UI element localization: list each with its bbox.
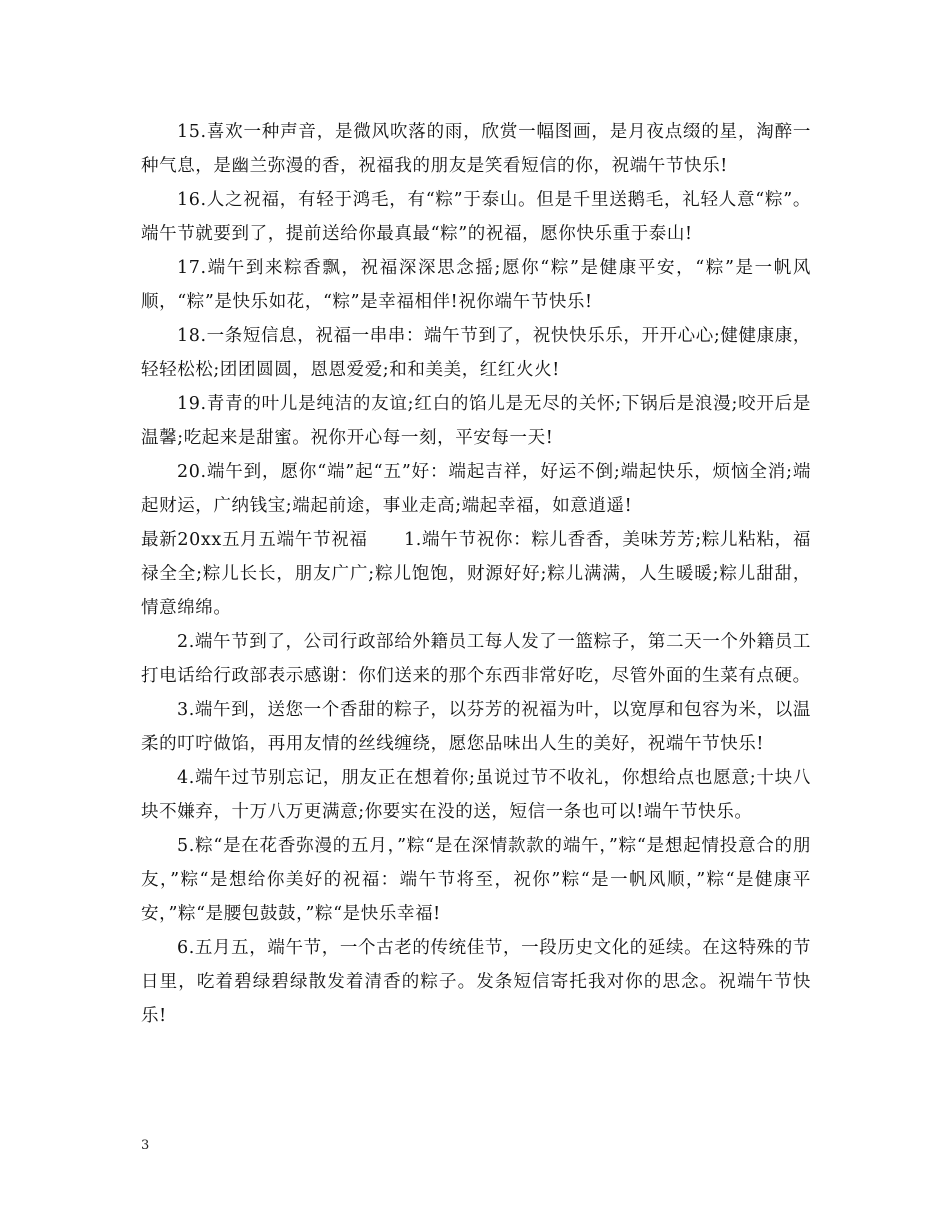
- paragraph-19: 19.青青的叶儿是纯洁的友谊;红白的馅儿是无尽的关怀;下锅后是浪漫;咬开后是温馨;吃起来是甜蜜。祝你开心每一刻，平安每一天!: [141, 394, 811, 448]
- document-body: [141, 115, 811, 1033]
- paragraph-4: 4.端午过节别忘记，朋友正在想着你;虽说过节不收礼，你想给点也愿意;十块八块不嫌弃，十万八万更满意;你要实在没的送，短信一条也可以!端午节快乐。: [141, 768, 811, 822]
- paragraph-3: 3.端午到，送您一个香甜的粽子，以芬芳的祝福为叶，以宽厚和包容为米，以温柔的叮咛做馅，再用友情的丝线缠绕，愿您品味出人生的美好，祝端午节快乐!: [141, 700, 811, 754]
- paragraph-2: 2.端午节到了，公司行政部给外籍员工每人发了一篮粽子，第二天一个外籍员工打电话给行政部表示感谢：你们送来的那个东西非常好吃，尽管外面的生菜有点硬。: [141, 632, 811, 686]
- paragraph-15: 15.喜欢一种声音，是微风吹落的雨，欣赏一幅图画，是月夜点缀的星，淘醉一种气息，是幽兰弥漫的香，祝福我的朋友是笑看短信的你，祝端午节快乐!: [141, 122, 811, 176]
- paragraph-5: 5.粽“是在花香弥漫的五月，”粽“是在深情款款的端午，”粽“是想起情投意合的朋友，”粽“是想给你美好的祝福：端午节将至，祝你”粽“是一帆风顺，”粽“是健康平安，”粽“是腰包鼓鼓，”粽“是快乐幸福!: [141, 836, 811, 924]
- page-number: 3: [141, 1138, 150, 1153]
- section-heading-paragraph-1: 最新20xx五月五端午节祝福 1.端午节祝你：粽儿香香，美味芳芳;粽儿粘粘，福禄全全;粽儿长长，朋友广广;粽儿饱饱，财源好好;粽儿满满，人生暖暖;粽儿甜甜，情意绵绵。: [141, 530, 811, 618]
- paragraph-6: 6.五月五，端午节，一个古老的传统佳节，一段历史文化的延续。在这特殊的节日里，吃着碧绿碧绿散发着清香的粽子。发条短信寄托我对你的思念。祝端午节快乐!: [141, 938, 811, 1026]
- paragraph-18: 18.一条短信息，祝福一串串：端午节到了，祝快快乐乐，开开心心;健健康康，轻轻松松;团团圆圆，恩恩爱爱;和和美美，红红火火!: [141, 326, 811, 380]
- paragraph-17: 17.端午到来粽香飘，祝福深深思念摇;愿你“粽”是健康平安，“粽”是一帆风顺，“粽”是快乐如花，“粽”是幸福相伴!祝你端午节快乐!: [141, 258, 811, 312]
- paragraph-16: 16.人之祝福，有轻于鸿毛，有“粽”于泰山。但是千里送鹅毛，礼轻人意“粽”。端午节就要到了，提前送给你最真最“粽”的祝福，愿你快乐重于泰山!: [141, 190, 811, 244]
- paragraph-20: 20.端午到，愿你“端”起“五”好：端起吉祥，好运不倒;端起快乐，烦恼全消;端起财运，广纳钱宝;端起前途，事业走高;端起幸福，如意逍遥!: [141, 462, 811, 516]
